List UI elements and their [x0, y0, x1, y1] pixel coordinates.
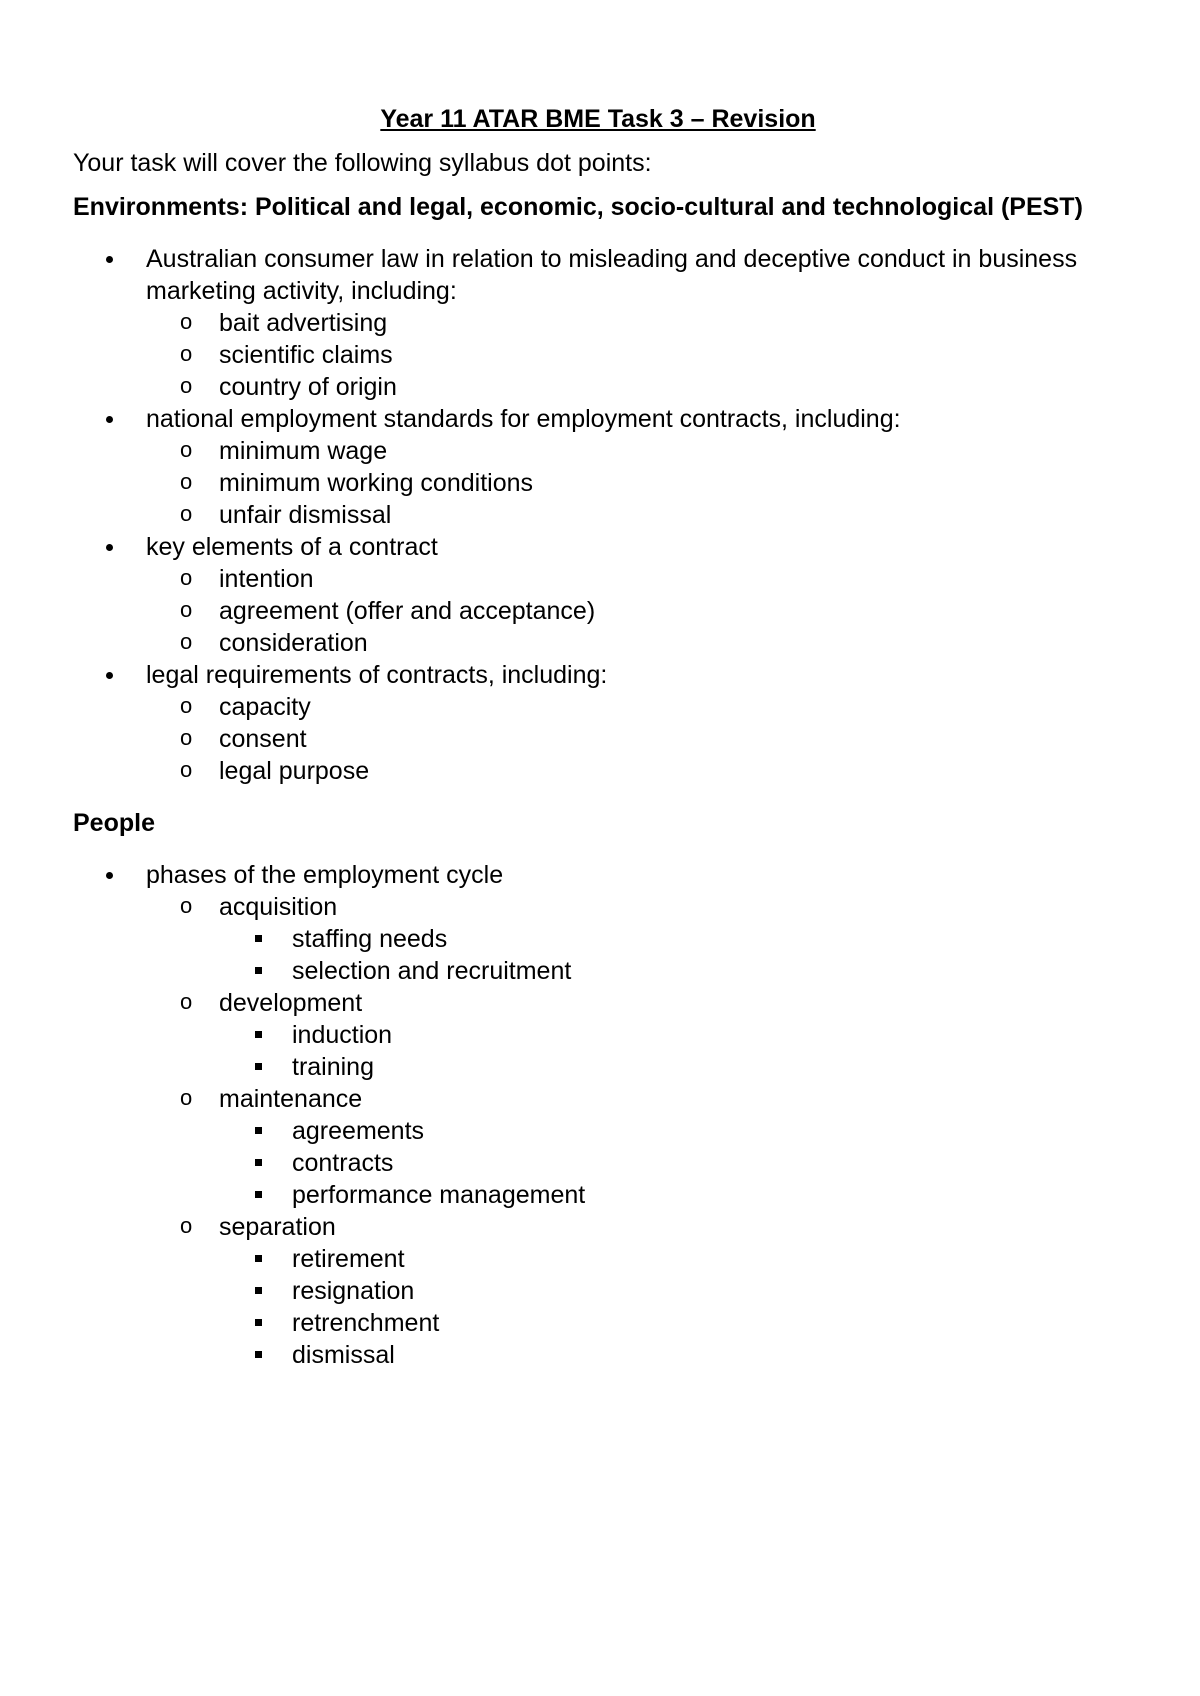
sub-list-item-text: separation [219, 1213, 336, 1241]
sub-list-item [146, 499, 1143, 531]
sub-list-item [146, 371, 1143, 403]
sub-list-item-text: agreement (offer and acceptance) [219, 597, 596, 625]
circle-bullet-icon: o [180, 597, 193, 622]
circle-bullet-icon: o [180, 725, 193, 750]
sub-list-item [146, 723, 1143, 755]
list-item-text: legal requirements of contracts, including: [146, 661, 608, 689]
list-item [73, 859, 1143, 1371]
sub-list-item-text: minimum wage [219, 437, 388, 465]
sub-sub-list-item-text: agreements [292, 1117, 425, 1145]
sub-sub-list-item [219, 1179, 1143, 1211]
sub-sub-list-item-text: selection and recruitment [292, 957, 572, 985]
sub-list [146, 891, 1143, 1371]
sub-sub-list-item [219, 1307, 1143, 1339]
list-item-text: national employment standards for employment contracts, including: [146, 405, 901, 433]
circle-bullet-icon: o [180, 989, 193, 1014]
list-item [73, 243, 1143, 403]
sub-sub-list [219, 1019, 1143, 1083]
circle-bullet-icon: o [180, 309, 193, 334]
circle-bullet-icon: o [180, 1213, 193, 1238]
sub-sub-list-item-text: resignation [292, 1277, 415, 1305]
sub-list-item-text: consideration [219, 629, 368, 657]
sub-list-item-text: intention [219, 565, 314, 593]
sub-list [146, 307, 1143, 403]
sub-sub-list-item [219, 1243, 1143, 1275]
sub-sub-list-item-text: dismissal [292, 1341, 395, 1369]
list-item-text: key elements of a contract [146, 533, 438, 561]
sub-list-item-text: acquisition [219, 893, 338, 921]
sub-list-item-text: country of origin [219, 373, 397, 401]
circle-bullet-icon: o [180, 1085, 193, 1110]
sub-list-item [146, 1083, 1143, 1211]
list-item [73, 403, 1143, 531]
sub-sub-list-item-text: training [292, 1053, 374, 1081]
sub-list-item [146, 307, 1143, 339]
sub-sub-list-item [219, 923, 1143, 955]
sub-list-item-text: capacity [219, 693, 311, 721]
circle-bullet-icon: o [180, 757, 193, 782]
bullet-list [73, 243, 1143, 787]
list-item [73, 659, 1143, 787]
sub-list-item-text: minimum working conditions [219, 469, 534, 497]
sub-sub-list-item-text: performance management [292, 1181, 586, 1209]
sub-sub-list [219, 1115, 1143, 1211]
sub-sub-list-item [219, 1275, 1143, 1307]
document-page [73, 103, 1143, 1371]
sub-sub-list [219, 923, 1143, 987]
bullet-list [73, 859, 1143, 1371]
circle-bullet-icon: o [180, 565, 193, 590]
sub-list-item [146, 563, 1143, 595]
sub-list-item [146, 987, 1143, 1083]
sub-list [146, 691, 1143, 787]
sub-sub-list-item [219, 1115, 1143, 1147]
sub-sub-list-item-text: staffing needs [292, 925, 448, 953]
sub-list-item [146, 691, 1143, 723]
intro-text: Your task will cover the following syllabus dot points: [73, 149, 652, 177]
sub-list-item [146, 755, 1143, 787]
sub-sub-list-item [219, 1147, 1143, 1179]
circle-bullet-icon: o [180, 341, 193, 366]
sections-container [73, 191, 1143, 1371]
sub-sub-list-item [219, 1019, 1143, 1051]
list-item-text: phases of the employment cycle [146, 861, 504, 889]
document-title: Year 11 ATAR BME Task 3 – Revision [380, 105, 816, 133]
sub-list-item-text: consent [219, 725, 307, 753]
list-item-text: Australian consumer law in relation to misleading and deceptive conduct in business marketing activity, including: [146, 245, 1078, 305]
sub-list-item-text: legal purpose [219, 757, 370, 785]
sub-list-item [146, 595, 1143, 627]
sub-list-item-text: scientific claims [219, 341, 393, 369]
sub-list-item-text: development [219, 989, 363, 1017]
sub-list-item-text: unfair dismissal [219, 501, 392, 529]
circle-bullet-icon: o [180, 629, 193, 654]
sub-list-item [146, 1211, 1143, 1371]
section-heading: People [73, 809, 155, 837]
sub-list-item [146, 467, 1143, 499]
sub-list-item [146, 339, 1143, 371]
sub-list [146, 563, 1143, 659]
sub-list-item-text: bait advertising [219, 309, 388, 337]
sub-sub-list-item-text: induction [292, 1021, 393, 1049]
sub-list-item [146, 891, 1143, 987]
sub-sub-list-item [219, 955, 1143, 987]
sub-sub-list-item-text: retrenchment [292, 1309, 440, 1337]
sub-list-item-text: maintenance [219, 1085, 363, 1113]
circle-bullet-icon: o [180, 501, 193, 526]
circle-bullet-icon: o [180, 437, 193, 462]
list-item [73, 531, 1143, 659]
circle-bullet-icon: o [180, 693, 193, 718]
circle-bullet-icon: o [180, 893, 193, 918]
section-heading: Environments: Political and legal, economic, socio-cultural and technological (PEST) [73, 193, 1083, 221]
sub-list-item [146, 435, 1143, 467]
circle-bullet-icon: o [180, 373, 193, 398]
sub-list-item [146, 627, 1143, 659]
sub-list [146, 435, 1143, 531]
sub-sub-list [219, 1243, 1143, 1371]
circle-bullet-icon: o [180, 469, 193, 494]
sub-sub-list-item-text: retirement [292, 1245, 405, 1273]
sub-sub-list-item [219, 1339, 1143, 1371]
sub-sub-list-item-text: contracts [292, 1149, 394, 1177]
sub-sub-list-item [219, 1051, 1143, 1083]
